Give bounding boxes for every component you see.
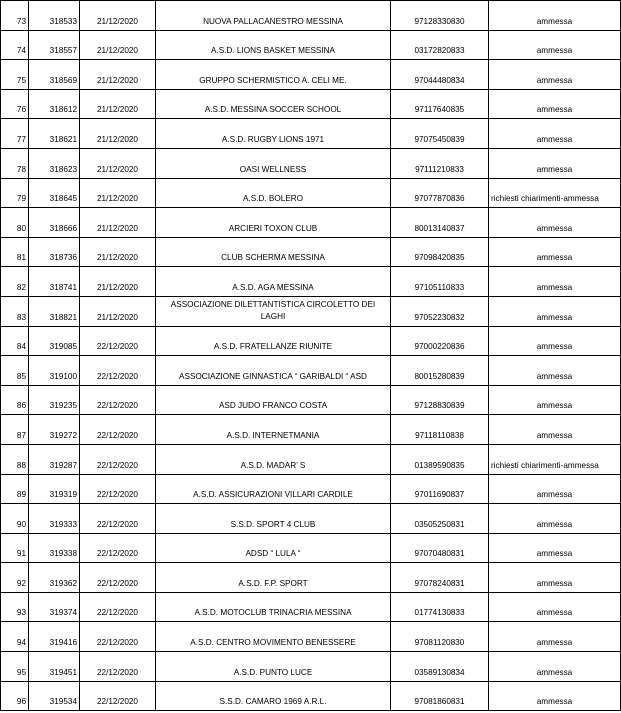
protocol-number: 319534 — [29, 681, 80, 711]
protocol-number: 319085 — [29, 326, 80, 356]
protocol-number: 318612 — [29, 89, 80, 119]
protocol-number: 318569 — [29, 60, 80, 90]
table-row — [1, 326, 621, 356]
protocol-number: 319362 — [29, 563, 80, 593]
table-row — [1, 119, 621, 149]
tax-code: 97075450839 — [391, 119, 489, 149]
row-number: 91 — [1, 533, 29, 563]
status-value: ammessa — [489, 681, 621, 711]
tax-code: 97117640835 — [391, 89, 489, 119]
row-number: 73 — [1, 1, 29, 31]
row-number: 81 — [1, 237, 29, 267]
submission-date: 22/12/2020 — [80, 652, 156, 682]
status-value: ammessa — [489, 533, 621, 563]
protocol-number: 318621 — [29, 119, 80, 149]
table-body — [1, 1, 621, 711]
tax-code: 03589130834 — [391, 652, 489, 682]
status-value: ammessa — [489, 563, 621, 593]
protocol-number: 319333 — [29, 504, 80, 534]
association-name: A.S.D. AGA MESSINA — [156, 267, 391, 297]
table-row — [1, 681, 621, 711]
protocol-number: 319374 — [29, 592, 80, 622]
table-row — [1, 533, 621, 563]
association-name: A.S.D. MESSINA SOCCER SCHOOL — [156, 89, 391, 119]
submission-date: 21/12/2020 — [80, 208, 156, 238]
association-name: A.S.D. ASSICURAZIONI VILLARI CARDILE — [156, 474, 391, 504]
association-name: A.S.D. MADAR’ S — [156, 444, 391, 474]
table-row — [1, 444, 621, 474]
status-value: ammessa — [489, 1, 621, 31]
tax-code: 97078240831 — [391, 563, 489, 593]
association-name: ASSOCIAZIONE GINNASTICA “ GARIBALDI “ ASD — [156, 356, 391, 386]
protocol-number: 319451 — [29, 652, 80, 682]
table-row — [1, 89, 621, 119]
submission-date: 22/12/2020 — [80, 356, 156, 386]
table-row — [1, 237, 621, 267]
tax-code: 97081120830 — [391, 622, 489, 652]
row-number: 77 — [1, 119, 29, 149]
submission-date: 21/12/2020 — [80, 267, 156, 297]
submission-date: 22/12/2020 — [80, 444, 156, 474]
row-number: 93 — [1, 592, 29, 622]
row-number: 79 — [1, 178, 29, 208]
row-number: 83 — [1, 296, 29, 326]
row-number: 82 — [1, 267, 29, 297]
association-name: CLUB SCHERMA MESSINA — [156, 237, 391, 267]
association-name: A.S.D. F.P. SPORT — [156, 563, 391, 593]
association-name: S.S.D. CAMARO 1969 A.R.L. — [156, 681, 391, 711]
submission-date: 21/12/2020 — [80, 1, 156, 31]
association-name: A.S.D. PUNTO LUCE — [156, 652, 391, 682]
row-number: 88 — [1, 444, 29, 474]
status-value: ammessa — [489, 119, 621, 149]
table-row — [1, 563, 621, 593]
submission-date: 21/12/2020 — [80, 60, 156, 90]
row-number: 74 — [1, 30, 29, 60]
protocol-number: 318645 — [29, 178, 80, 208]
status-value: ammessa — [489, 208, 621, 238]
protocol-number: 318623 — [29, 148, 80, 178]
association-name: A.S.D. INTERNETMANIA — [156, 415, 391, 445]
table-row — [1, 1, 621, 31]
row-number: 86 — [1, 385, 29, 415]
association-name: S.S.D. SPORT 4 CLUB — [156, 504, 391, 534]
tax-code: 97118110838 — [391, 415, 489, 445]
tax-code: 01389590835 — [391, 444, 489, 474]
status-value: ammessa — [489, 237, 621, 267]
submission-date: 22/12/2020 — [80, 474, 156, 504]
protocol-number: 319100 — [29, 356, 80, 386]
association-name: A.S.D. CENTRO MOVIMENTO BENESSERE — [156, 622, 391, 652]
protocol-number: 319272 — [29, 415, 80, 445]
submission-date: 21/12/2020 — [80, 148, 156, 178]
row-number: 85 — [1, 356, 29, 386]
row-number: 95 — [1, 652, 29, 682]
status-value: ammessa — [489, 267, 621, 297]
table-row — [1, 356, 621, 386]
row-number: 89 — [1, 474, 29, 504]
status-value: ammessa — [489, 89, 621, 119]
tax-code: 01774130833 — [391, 592, 489, 622]
table-row — [1, 592, 621, 622]
table-row — [1, 652, 621, 682]
tax-code: 97052230832 — [391, 296, 489, 326]
table-row — [1, 267, 621, 297]
status-value: ammessa — [489, 652, 621, 682]
association-name: NUOVA PALLACANESTRO MESSINA — [156, 1, 391, 31]
row-number: 94 — [1, 622, 29, 652]
submission-date: 22/12/2020 — [80, 681, 156, 711]
row-number: 92 — [1, 563, 29, 593]
row-number: 78 — [1, 148, 29, 178]
tax-code: 03505250831 — [391, 504, 489, 534]
status-value: ammessa — [489, 415, 621, 445]
table-row — [1, 30, 621, 60]
table-row — [1, 178, 621, 208]
table-row — [1, 504, 621, 534]
row-number: 96 — [1, 681, 29, 711]
status-value: ammessa — [489, 504, 621, 534]
table-row — [1, 622, 621, 652]
tax-code: 97128830839 — [391, 385, 489, 415]
table-row — [1, 385, 621, 415]
submission-date: 21/12/2020 — [80, 237, 156, 267]
submission-date: 21/12/2020 — [80, 178, 156, 208]
submission-date: 22/12/2020 — [80, 415, 156, 445]
submission-date: 22/12/2020 — [80, 563, 156, 593]
status-value: ammessa — [489, 592, 621, 622]
tax-code: 97070480831 — [391, 533, 489, 563]
tax-code: 97081860831 — [391, 681, 489, 711]
submission-date: 21/12/2020 — [80, 119, 156, 149]
protocol-number: 319319 — [29, 474, 80, 504]
association-name: ASSOCIAZIONE DILETTANTISTICA CIRCOLETTO DEI LAGHI — [156, 296, 391, 326]
row-number: 80 — [1, 208, 29, 238]
status-value: ammessa — [489, 385, 621, 415]
association-name: A.S.D. FRATELLANZE RIUNITE — [156, 326, 391, 356]
submission-date: 22/12/2020 — [80, 385, 156, 415]
submission-date: 22/12/2020 — [80, 592, 156, 622]
row-number: 75 — [1, 60, 29, 90]
submission-date: 21/12/2020 — [80, 89, 156, 119]
row-number: 90 — [1, 504, 29, 534]
status-value: richiesti chiarimenti-ammessa — [489, 178, 621, 208]
table-row — [1, 148, 621, 178]
protocol-number: 319287 — [29, 444, 80, 474]
tax-code: 97098420835 — [391, 237, 489, 267]
submission-date: 21/12/2020 — [80, 30, 156, 60]
protocol-number: 318557 — [29, 30, 80, 60]
tax-code: 97000220836 — [391, 326, 489, 356]
protocol-number: 318741 — [29, 267, 80, 297]
submission-date: 22/12/2020 — [80, 326, 156, 356]
tax-code: 97011690837 — [391, 474, 489, 504]
submission-date: 21/12/2020 — [80, 296, 156, 326]
protocol-number: 318533 — [29, 1, 80, 31]
status-value: ammessa — [489, 622, 621, 652]
status-value: richiesti chiarimenti-ammessa — [489, 444, 621, 474]
protocol-number: 319235 — [29, 385, 80, 415]
association-name: ADSD “ LULA “ — [156, 533, 391, 563]
association-name: A.S.D. RUGBY LIONS 1971 — [156, 119, 391, 149]
protocol-number: 318821 — [29, 296, 80, 326]
protocol-number: 319338 — [29, 533, 80, 563]
status-value: ammessa — [489, 296, 621, 326]
table-row — [1, 415, 621, 445]
tax-code: 80013140837 — [391, 208, 489, 238]
submission-date: 22/12/2020 — [80, 533, 156, 563]
association-name: GRUPPO SCHERMISTICO A. CELI ME. — [156, 60, 391, 90]
protocol-number: 318666 — [29, 208, 80, 238]
tax-code: 97105110833 — [391, 267, 489, 297]
submission-date: 22/12/2020 — [80, 622, 156, 652]
status-value: ammessa — [489, 474, 621, 504]
tax-code: 97128330830 — [391, 1, 489, 31]
status-value: ammessa — [489, 326, 621, 356]
tax-code: 97111210833 — [391, 148, 489, 178]
table-row — [1, 60, 621, 90]
association-name: A.S.D. BOLERO — [156, 178, 391, 208]
row-number: 76 — [1, 89, 29, 119]
association-name: A.S.D. MOTOCLUB TRINACRIA MESSINA — [156, 592, 391, 622]
row-number: 84 — [1, 326, 29, 356]
submission-date: 22/12/2020 — [80, 504, 156, 534]
table-row — [1, 208, 621, 238]
status-value: ammessa — [489, 148, 621, 178]
protocol-number: 319416 — [29, 622, 80, 652]
table-row — [1, 474, 621, 504]
tax-code: 03172820833 — [391, 30, 489, 60]
tax-code: 97044480834 — [391, 60, 489, 90]
protocol-number: 318736 — [29, 237, 80, 267]
association-name: ARCIERI TOXON CLUB — [156, 208, 391, 238]
tax-code: 80015280839 — [391, 356, 489, 386]
association-name: OASI WELLNESS — [156, 148, 391, 178]
status-value: ammessa — [489, 30, 621, 60]
association-name: A.S.D. LIONS BASKET MESSINA — [156, 30, 391, 60]
tax-code: 97077870836 — [391, 178, 489, 208]
status-value: ammessa — [489, 356, 621, 386]
association-name: ASD JUDO FRANCO COSTA — [156, 385, 391, 415]
status-value: ammessa — [489, 60, 621, 90]
row-number: 87 — [1, 415, 29, 445]
table-row — [1, 296, 621, 326]
